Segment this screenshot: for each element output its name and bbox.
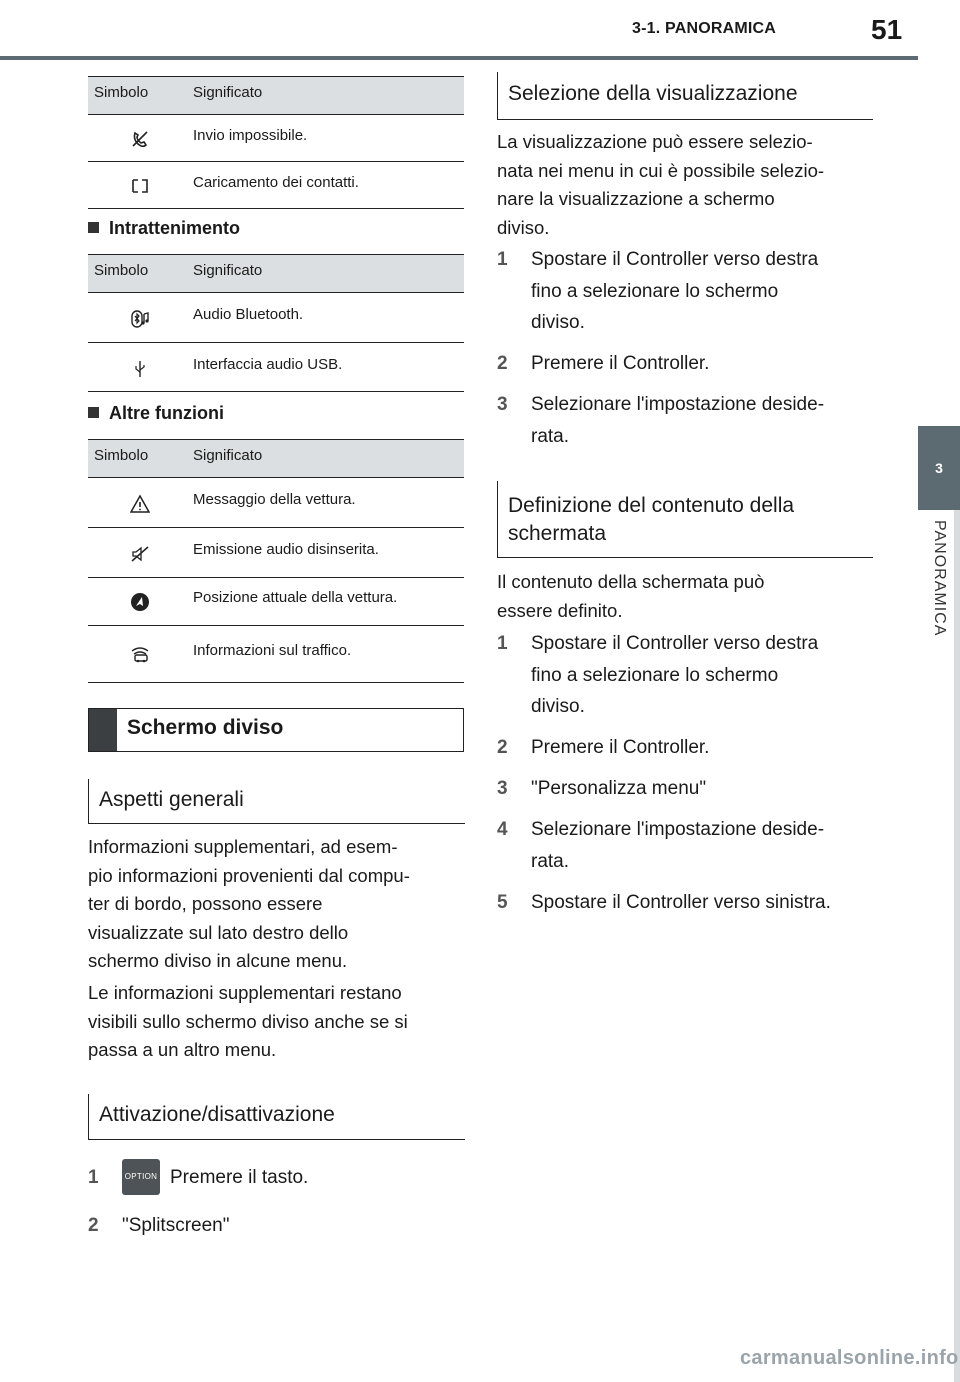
para-view-select: La visualizzazione può essere selezio- nata nei menu in cui è possibile selezio- nare la visualizzazione a schermo diviso. [497, 131, 825, 238]
usb-icon [130, 359, 150, 379]
table-row: Caricamento dei contatti. [88, 162, 464, 209]
subhead-toggle: Attivazione/disattivazione [88, 1094, 465, 1140]
view-step-2: 2 Premere il Controller. [497, 353, 710, 374]
bluetooth-audio-icon [130, 309, 150, 329]
table-row: Messaggio della vettura. [88, 478, 464, 528]
symbol-table-comm [88, 76, 464, 209]
subsection-entertainment: Intrattenimento [88, 218, 240, 239]
symbol-table-other [88, 439, 464, 683]
content-step-5: 5 Spostare il Controller verso sinistra. [497, 892, 831, 913]
subsection-other: Altre funzioni [88, 403, 224, 424]
content-step-2: 2 Premere il Controller. [497, 737, 710, 758]
subhead-view-select: Selezione della visualizzazione [497, 72, 873, 120]
navigation-arrow-icon [130, 592, 150, 612]
subhead-content-def: Definizione del contenuto della schermata [497, 481, 873, 558]
table-row: Emissione audio disinserita. [88, 528, 464, 578]
table-row: Interfaccia audio USB. [88, 343, 464, 392]
table-row: Audio Bluetooth. [88, 293, 464, 343]
chapter-tab: 3 [918, 426, 960, 510]
chapter-label: PANORAMICA [931, 520, 948, 637]
view-step-3: 3 Selezionare l'impostazione deside- rata. [497, 394, 825, 447]
traffic-info-icon [130, 644, 150, 664]
table-header: Simbolo Significato [88, 254, 464, 293]
table-header: Simbolo Significato [88, 439, 464, 478]
para-content-def: Il contenuto della schermata può essere definito. [497, 571, 765, 621]
toggle-step-1: 1 Premere il tasto. [88, 1167, 309, 1188]
mute-icon [130, 544, 150, 564]
page-number: 51 [871, 14, 903, 45]
option-button-icon: OPTION [122, 1159, 160, 1195]
contacts-loading-icon [130, 176, 150, 196]
table-row: Posizione attuale della vettura. [88, 578, 464, 626]
subhead-general: Aspetti generali [88, 779, 465, 824]
content-step-4: 4 Selezionare l'impostazione deside- rata. [497, 819, 825, 872]
section-split-screen: Schermo diviso [88, 708, 464, 752]
para-general-1: Informazioni supplementari, ad esem- pio informazioni provenienti dal compu- ter di bordo, possono essere visualizzate sul lato destro dello schermo diviso in alcune menu. [88, 836, 410, 971]
content-step-3: 3 "Personalizza menu" [497, 778, 707, 799]
symbol-table-entertainment [88, 254, 464, 392]
watermark: carmanualsonline.info [740, 1347, 959, 1369]
toggle-step-2: 2 "Splitscreen" [88, 1215, 230, 1236]
content-step-1: 1 Spostare il Controller verso destra fino a selezionare lo schermo diviso. [497, 633, 819, 717]
section-title: 3-1. PANORAMICA [632, 20, 777, 37]
view-step-1: 1 Spostare il Controller verso destra fino a selezionare lo schermo diviso. [497, 249, 819, 333]
para-general-2: Le informazioni supplementari restano visibili sullo schermo diviso anche se si passa a un altro menu. [88, 982, 408, 1060]
table-row: Informazioni sul traffico. [88, 626, 464, 683]
phone-blocked-icon [130, 129, 150, 149]
header-rule [0, 56, 918, 60]
table-row: Invio impossibile. [88, 115, 464, 162]
warning-icon [130, 494, 150, 514]
table-header: Simbolo Significato [88, 76, 464, 115]
